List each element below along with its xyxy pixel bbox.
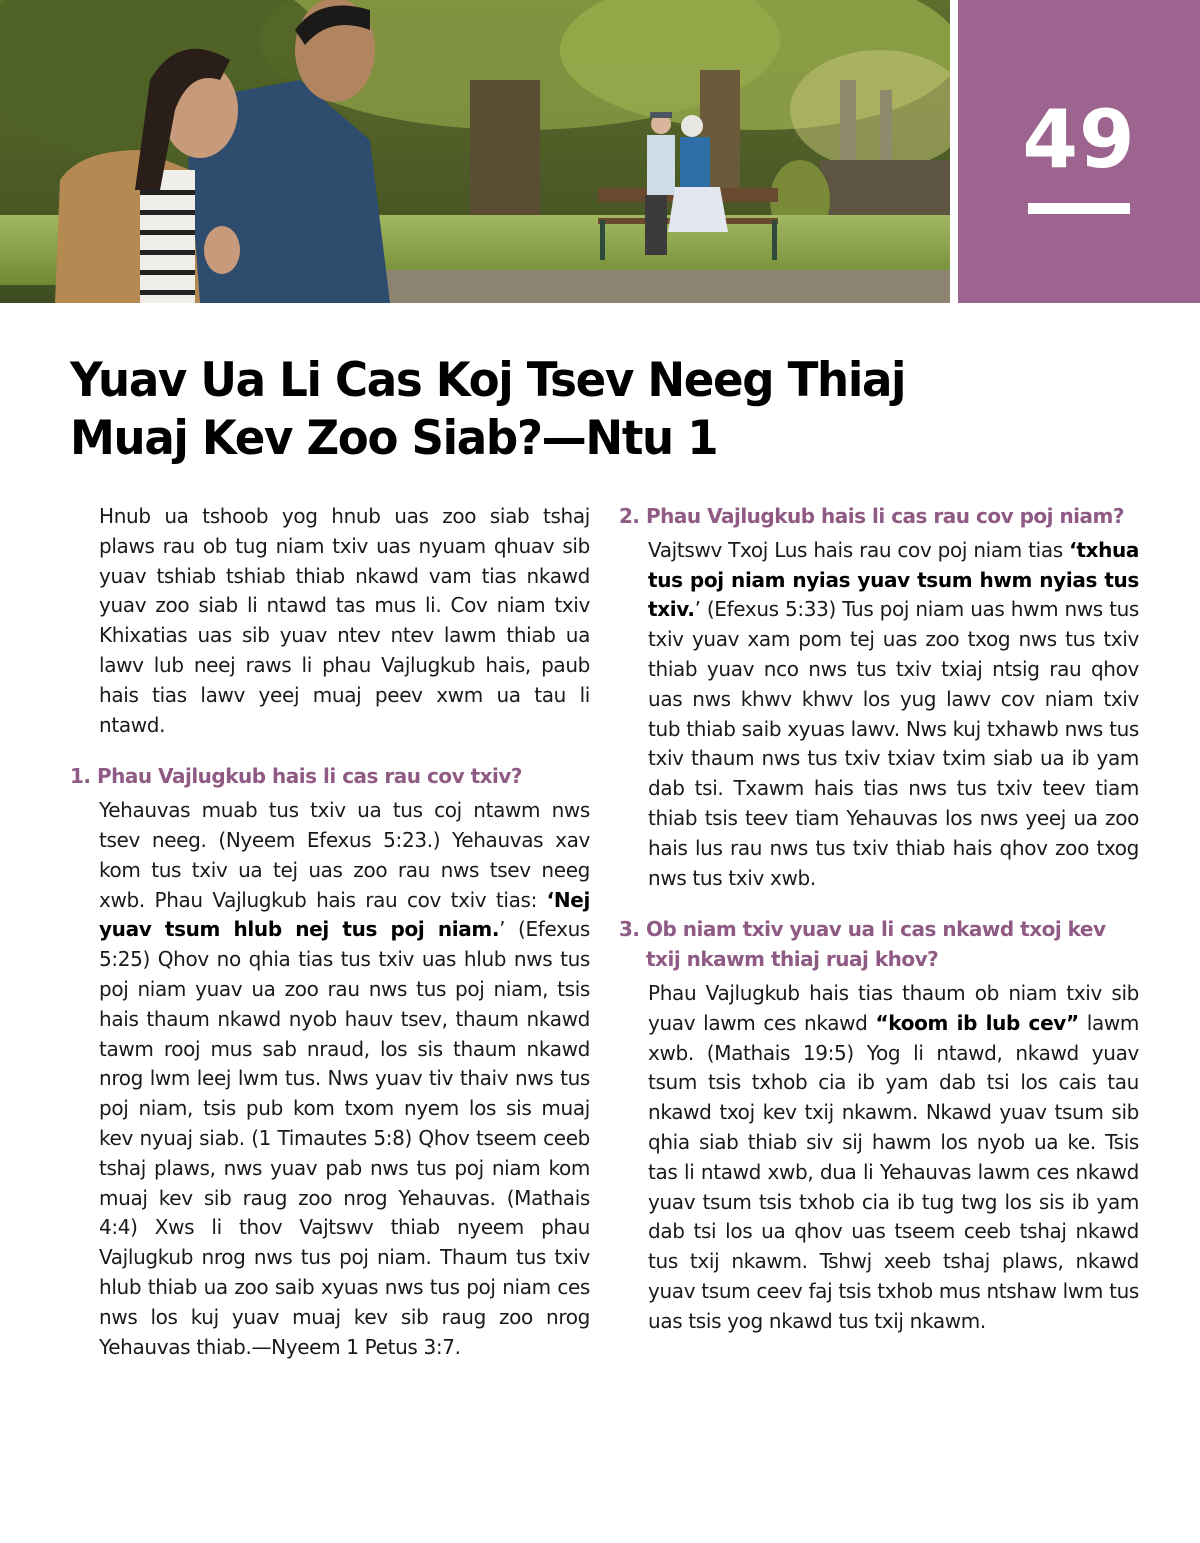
left-column bbox=[70, 502, 590, 1362]
section-3-heading bbox=[619, 915, 1139, 975]
section-2-scripture-quote: ‘txhua tus poj niam nyias yuav tsum hwm nyias tus txiv. bbox=[648, 537, 1139, 622]
section-1-heading bbox=[70, 762, 590, 792]
section-3-body bbox=[648, 979, 1139, 1337]
right-column bbox=[619, 502, 1139, 1337]
section-3-question: Ob niam txiv yuav ua li cas nkawd txoj kev txij nkawm thiaj ruaj khov? bbox=[646, 917, 1106, 972]
section-3-text-after: lawm xwb. (Mathais 19:5) Yog li ntawd, nkawd yuav tsum tsis txhob cia ib yam dab tsi los cais tau nkawd txoj kev txij nkawm. Nkawd yuav tsum sib qhia siab thiab siv sij hawm los nyob ua ke. Tsis tas li ntawd xwb, dua li Yehauvas lawm ces nkawd yuav tsum tsis txhob cia ib tug twg los sis ib yam dab tsi los ua qhov uas tseem ceeb tshaj nkawd tus txij nkawm. Tshwj xeeb tshaj plaws, nkawd yuav tsum ceev faj tsis txhob mus ntshaw lwm tus uas tsis yog nkawd tus txij nkawm. bbox=[648, 1010, 1139, 1333]
section-1-number: 1. bbox=[70, 764, 91, 789]
section-2-body: Vajtswv Txoj Lus hais rau cov poj niam tias ‘txhua tus poj niam nyias yuav tsum hwm nyias tus txiv.’ (Efexus 5:33) Tus poj niam uas hwm nws tus txiv yuav xam pom tej uas zoo txog nws tus txiv thiab yuav nco nws tus txiv txiaj ntsig rau qhov uas nws khwv khwv los yug lawv cov niam txiv tub thiab saib xyuas lawv. Nws kuj txhawb nws tus txiv thaum nws tus txiv txiav txim siab ua ib yam dab tsi. Txawm hais tias nws tus txiv teev tiam thiab tsis teev tiam Yehauvas los nws yeej ua zoo hais lus rau nws tus txiv thiab hais qhov zoo txog nws tus txiv xwb. bbox=[648, 537, 1139, 890]
page-title bbox=[70, 352, 915, 468]
section-1-question: Phau Vajlugkub hais li cas rau cov txiv? bbox=[97, 764, 523, 789]
stone-border bbox=[380, 270, 950, 303]
woman-hand bbox=[204, 226, 240, 274]
section-2-number: 2. bbox=[619, 504, 640, 528]
section-2-question: Phau Vajlugkub hais li cas rau cov poj niam? bbox=[646, 504, 1124, 528]
section-2-heading bbox=[619, 502, 1139, 532]
lesson-number-badge bbox=[958, 0, 1200, 303]
section-3-number: 3. bbox=[619, 917, 640, 942]
tree-trunk bbox=[470, 80, 540, 220]
elderly-man-cap bbox=[650, 112, 672, 118]
section-3-scripture-quote: “koom ib lub cev” bbox=[875, 1010, 1079, 1035]
section-1-scripture-quote: ‘Nej yuav tsum hlub nej tus poj niam. bbox=[99, 887, 590, 942]
section-1-text-before: Yehauvas muab tus txiv ua tus coj ntawm nws tsev neeg. (Nyeem Efexus 5:23.) Yehauvas xav kom tus txiv ua tej uas zoo rau nws tsev neeg xwb. Phau Vajlugkub hais rau cov txiv tias: bbox=[99, 798, 590, 912]
elderly-man-shirt bbox=[647, 135, 675, 195]
elderly-woman-dress bbox=[668, 187, 728, 232]
bench-leg bbox=[772, 220, 777, 260]
section-3-text-before: Phau Vajlugkub hais tias thaum ob niam txiv sib yuav lawm ces nkawd bbox=[648, 980, 1139, 1035]
lesson-number-underline bbox=[1028, 203, 1130, 214]
elderly-woman-head bbox=[681, 115, 703, 137]
section-2-text-after: (Efexus 5:33) Tus poj niam uas hwm nws tus txiv yuav xam pom tej uas zoo txog nws tus txiv thiab yuav nco nws tus txiv txiaj ntsig rau qhov uas nws khwv khwv los yug lawv cov niam txiv tub thiab saib xyuas lawv. Nws kuj txhawb nws tus txiv thaum nws tus txiv txiav txim siab ua ib yam dab tsi. Txawm hais tias nws tus txiv teev tiam thiab tsis teev tiam Yehauvas los nws yeej ua zoo hais lus rau nws tus txiv thiab hais qhov zoo txog nws tus txiv xwb. bbox=[648, 597, 1139, 890]
park-couple-illustration bbox=[0, 0, 950, 303]
page-title-line-2: Muaj Kev Zoo Siab?—Ntu 1 bbox=[70, 411, 718, 466]
elderly-man-trousers bbox=[645, 195, 667, 255]
elderly-woman-cardigan bbox=[680, 137, 710, 187]
intro-paragraph: Hnub ua tshoob yog hnub uas zoo siab tshaj plaws rau ob tug niam txiv uas nyuam qhuav sib yuav tshiab tshiab thiab nkawd vam tias nkawd yuav zoo siab li ntawd tas mus li. Cov niam txiv Khixatias uas sib yuav ntev ntev lawm thiab ua lawv lub neej raws li phau Vajlugkub hais, paub hais tias lawv yeej muaj peev xwm ua tau li ntawd. bbox=[99, 504, 590, 737]
section-2-text-before: Vajtswv Txoj Lus hais rau cov poj niam tias bbox=[648, 537, 1070, 562]
bench-leg bbox=[600, 220, 605, 260]
page-title-line-1: Yuav Ua Li Cas Koj Tsev Neeg Thiaj bbox=[70, 353, 906, 408]
section-1-body: Yehauvas muab tus txiv ua tus coj ntawm nws tsev neeg. (Nyeem Efexus 5:23.) Yehauvas xav kom tus txiv ua tej uas zoo rau nws tsev neeg xwb. Phau Vajlugkub hais rau cov txiv tias: ‘Nej yuav tsum hlub nej tus poj niam.’ (Efexus 5:25) Qhov no qhia tias tus txiv uas hlub nws tus poj niam yuav ua zoo rau nws tus poj niam, tsis hais thaum nkawd nyob hauv tsev, thaum nkawd tawm rooj mus sab nraud, los sis thaum nkawd nrog lwm leej lwm tus. Nws yuav tiv thaiv nws tus poj niam, tsis pub kom txom nyem los sis muaj kev nyuaj siab. (1 Timautes 5:8) Qhov tseem ceeb tshaj plaws, nws yuav pab nws tus poj niam kom muaj kev sib raug zoo nrog Yehauvas. (Mathais 4:4) Xws li thov Vajtswv thiab nyeem phau Vajlugkub nrog nws tus poj niam. Thaum tus txiv hlub thiab ua zoo saib xyuas nws tus poj niam ces nws los kuj yuav muaj kev sib raug zoo nrog Yehauvas thiab.—Nyeem 1 Petus 3:7. bbox=[99, 798, 590, 1359]
section-1-text-after: (Efexus 5:25) Qhov no qhia tias tus txiv uas hlub nws tus poj niam yuav ua zoo rau nws tus poj niam, tsis hais thaum nkawd nyob hauv tsev, thaum nkawd tawm rooj mus sab nraud, los sis thaum nkawd nrog lwm leej lwm tus. Nws yuav tiv thaiv nws tus poj niam, tsis pub kom txom nyem los sis muaj kev nyuaj siab. (1 Timautes 5:8) Qhov tseem ceeb tshaj plaws, nws yuav pab nws tus poj niam kom muaj kev sib raug zoo nrog Yehauvas. (Mathais 4:4) Xws li thov Vajtswv thiab nyeem phau Vajlugkub nrog nws tus poj niam. Thaum tus txiv hlub thiab ua zoo saib xyuas nws tus poj niam ces nws los kuj yuav muaj kev sib raug zoo nrog Yehauvas thiab.—Nyeem 1 Petus 3:7. bbox=[99, 917, 590, 1359]
lesson-number: 49 bbox=[1022, 93, 1136, 186]
hero-photo bbox=[0, 0, 950, 303]
